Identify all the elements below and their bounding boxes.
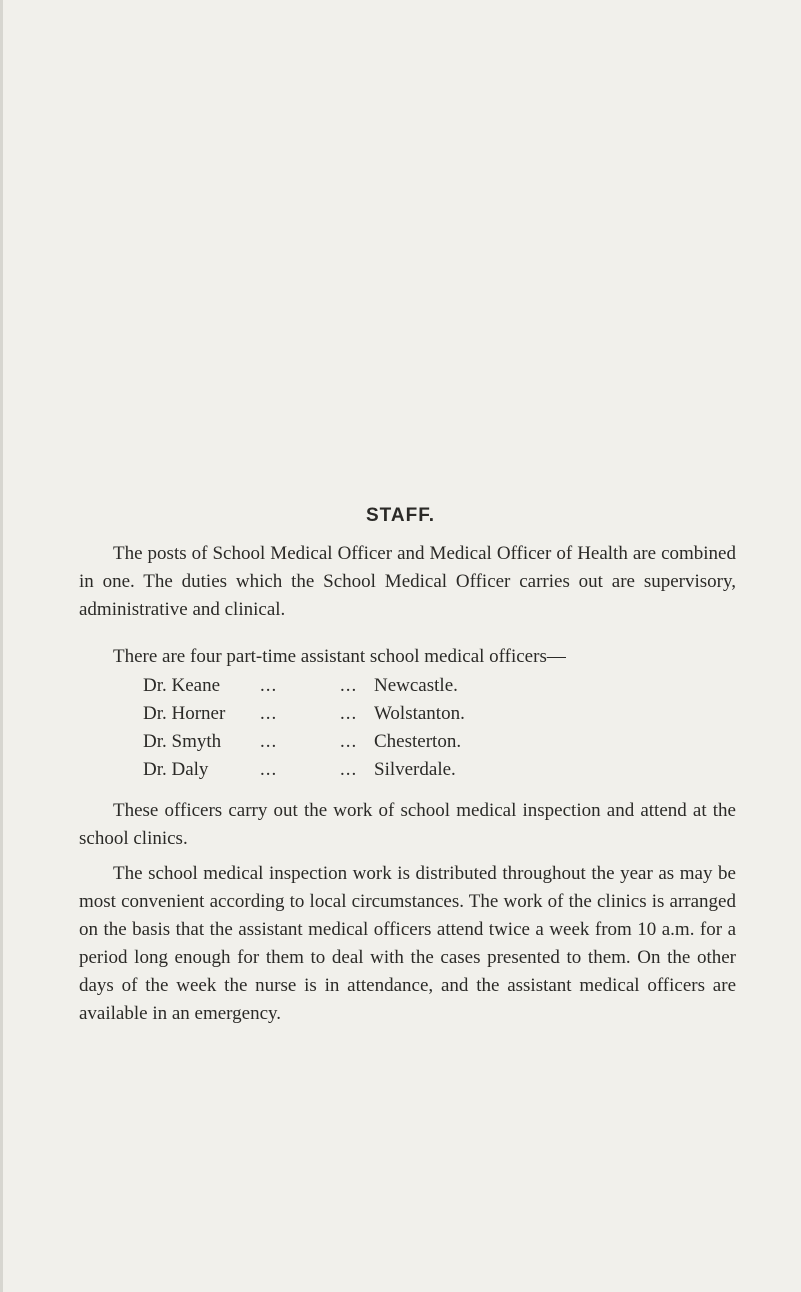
officer-place: Silverdale. xyxy=(374,759,456,780)
officer-list xyxy=(143,672,465,784)
officer-row xyxy=(143,728,465,756)
paragraph-inspection-schedule: The school medical inspection work is distributed throughout the year as may be most convenient according to local circumstances. The work of the clinics is arranged on the basis that the assistant medical officers attend twice a week from 10 a.m. for a period long enough for them to deal with the cases presented to them. On the other days of the week the nurse is in attendance, and the assistant medical officers are available in an emergency. xyxy=(79,863,736,1024)
leader-dots: ... xyxy=(340,731,358,752)
officer-row xyxy=(143,700,465,728)
officer-name: Dr. Keane xyxy=(143,675,221,696)
officer-place: Wolstanton. xyxy=(374,703,465,724)
leader-dots: ... xyxy=(340,675,358,696)
officer-name: Dr. Smyth xyxy=(143,731,222,752)
page-edge xyxy=(0,0,3,1292)
paragraph-officer-duties: These officers carry out the work of school medical inspection and attend at the school clinics. xyxy=(79,800,736,849)
officer-place: Newcastle. xyxy=(374,675,458,696)
officer-name: Dr. Daly xyxy=(143,759,209,780)
officer-row xyxy=(143,672,465,700)
leader-dots: ... xyxy=(260,703,278,724)
leader-dots: ... xyxy=(260,731,278,752)
leader-dots: ... xyxy=(260,759,278,780)
officer-name: Dr. Horner xyxy=(143,703,226,724)
leader-dots: ... xyxy=(260,675,278,696)
leader-dots: ... xyxy=(340,703,358,724)
officer-place: Chesterton. xyxy=(374,731,462,752)
page-title: STAFF. xyxy=(366,505,435,526)
paragraph-posts: The posts of School Medical Officer and Medical Officer of Health are combined in one. The duties which the School Medical Officer carries out are supervisory, administrative and clinical. xyxy=(79,543,736,620)
paragraph-assistants-intro: There are four part-time assistant school medical officers— xyxy=(113,646,566,667)
officer-row xyxy=(143,756,465,784)
leader-dots: ... xyxy=(340,759,358,780)
